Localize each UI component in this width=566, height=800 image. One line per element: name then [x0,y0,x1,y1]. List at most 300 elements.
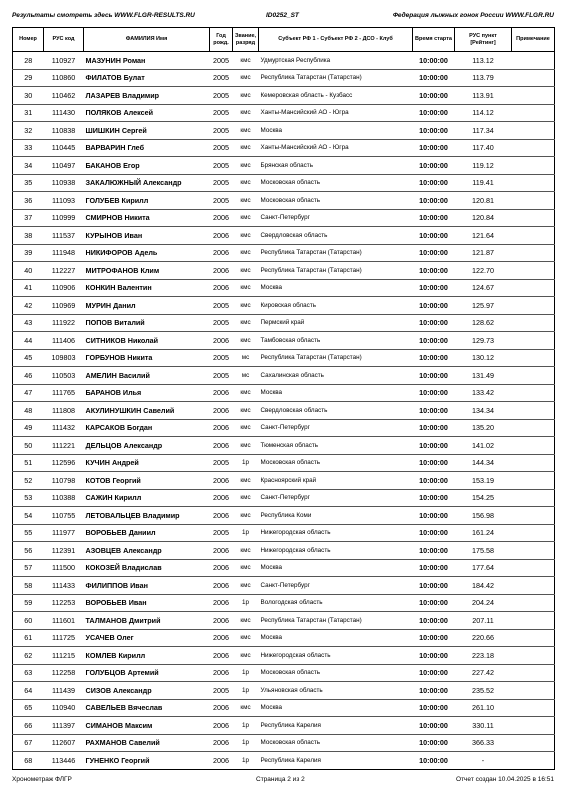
note-cell [512,524,555,542]
note-cell [512,664,555,682]
table-row [13,52,555,70]
rus-code-cell: 110860 [44,69,84,87]
region-cell: Москва [259,559,413,577]
results-site-link[interactable]: Результаты смотреть здесь WWW.FLGR-RESULTS.RU [12,12,195,19]
bib-number-cell: 32 [13,122,44,140]
region-cell: Свердловская область [259,227,413,245]
region-cell: Москва [259,699,413,717]
rank-cell: кмс [233,419,259,437]
rating-cell: 184.42 [455,577,512,595]
table-row [13,402,555,420]
bib-number-cell: 34 [13,157,44,175]
rank-cell: кмс [233,402,259,420]
table-row [13,419,555,437]
birth-year-cell: 2005 [210,524,233,542]
rus-code-cell: 110755 [44,507,84,525]
rank-cell: кмс [233,577,259,595]
birth-year-cell: 2006 [210,209,233,227]
bib-number-cell: 61 [13,629,44,647]
birth-year-cell: 2006 [210,612,233,630]
table-row [13,139,555,157]
rus-code-cell: 111093 [44,192,84,210]
bib-number-cell: 68 [13,752,44,770]
rank-cell: кмс [233,314,259,332]
rank-cell: кмс [233,542,259,560]
col-rus-code: РУС код [44,28,84,52]
athlete-name-cell: АЗОВЦЕВ Александр [84,542,210,560]
table-row [13,507,555,525]
start-time-cell: 10:00:00 [413,734,455,752]
rus-code-cell: 110503 [44,367,84,385]
rus-code-cell: 111397 [44,717,84,735]
athlete-name-cell: КОМЛЕВ Кирилл [84,647,210,665]
table-row [13,174,555,192]
athlete-name-cell: БАКАНОВ Егор [84,157,210,175]
birth-year-cell: 2006 [210,664,233,682]
birth-year-cell: 2006 [210,262,233,280]
athlete-name-cell: КАРСАКОВ Богдан [84,419,210,437]
table-row [13,157,555,175]
page-number: Страница 2 из 2 [256,776,305,783]
note-cell [512,542,555,560]
rus-code-cell: 111432 [44,419,84,437]
start-time-cell: 10:00:00 [413,664,455,682]
rank-cell: 1р [233,752,259,770]
start-time-cell: 10:00:00 [413,174,455,192]
region-cell: Республика Татарстан (Татарстан) [259,262,413,280]
start-time-cell: 10:00:00 [413,629,455,647]
rus-code-cell: 109803 [44,349,84,367]
rank-cell: кмс [233,174,259,192]
col-number: Номер [13,28,44,52]
bib-number-cell: 56 [13,542,44,560]
rus-code-cell: 112391 [44,542,84,560]
rating-cell: 141.02 [455,437,512,455]
rus-code-cell: 112258 [44,664,84,682]
athlete-name-cell: ВОРОБЬЕВ Иван [84,594,210,612]
note-cell [512,262,555,280]
table-row [13,69,555,87]
athlete-name-cell: ПОПОВ Виталий [84,314,210,332]
birth-year-cell: 2005 [210,87,233,105]
rank-cell: кмс [233,629,259,647]
note-cell [512,717,555,735]
rus-code-cell: 110938 [44,174,84,192]
rus-code-cell: 110497 [44,157,84,175]
rank-cell: кмс [233,262,259,280]
rus-code-cell: 112607 [44,734,84,752]
birth-year-cell: 2006 [210,594,233,612]
birth-year-cell: 2005 [210,682,233,700]
table-row [13,682,555,700]
start-time-cell: 10:00:00 [413,577,455,595]
note-cell [512,507,555,525]
rating-cell: 223.18 [455,647,512,665]
bib-number-cell: 62 [13,647,44,665]
rus-code-cell: 112227 [44,262,84,280]
athlete-name-cell: ДЕЛЬЦОВ Александр [84,437,210,455]
rating-cell: 117.40 [455,139,512,157]
rating-cell: 261.10 [455,699,512,717]
region-cell: Московская область [259,664,413,682]
rating-cell: 227.42 [455,664,512,682]
rank-cell: кмс [233,699,259,717]
athlete-name-cell: ГОЛУБЦОВ Артемий [84,664,210,682]
table-body [13,52,555,770]
bib-number-cell: 46 [13,367,44,385]
note-cell [512,209,555,227]
bib-number-cell: 44 [13,332,44,350]
note-cell [512,87,555,105]
region-cell: Тюменская область [259,437,413,455]
col-region: Субъект РФ 1 - Субъект РФ 2 - ДСО - Клуб [259,28,413,52]
table-row [13,192,555,210]
note-cell [512,174,555,192]
note-cell [512,122,555,140]
rus-code-cell: 110969 [44,297,84,315]
start-time-cell: 10:00:00 [413,752,455,770]
birth-year-cell: 2006 [210,279,233,297]
bib-number-cell: 53 [13,489,44,507]
note-cell [512,629,555,647]
col-rank: Звание, разряд [233,28,259,52]
rus-code-cell: 111215 [44,647,84,665]
start-time-cell: 10:00:00 [413,279,455,297]
region-cell: Санкт-Петербург [259,489,413,507]
table-row [13,367,555,385]
rus-code-cell: 111500 [44,559,84,577]
note-cell [512,577,555,595]
bib-number-cell: 50 [13,437,44,455]
start-list-table [12,27,555,770]
region-cell: Республика Карелия [259,752,413,770]
rus-code-cell: 111221 [44,437,84,455]
athlete-name-cell: ЗАКАЛЮЖНЫЙ Александр [84,174,210,192]
athlete-name-cell: ФИЛАТОВ Булат [84,69,210,87]
region-cell: Санкт-Петербург [259,577,413,595]
rus-code-cell: 111725 [44,629,84,647]
note-cell [512,647,555,665]
table-row [13,699,555,717]
region-cell: Кировская область [259,297,413,315]
bib-number-cell: 42 [13,297,44,315]
rating-cell: 120.84 [455,209,512,227]
athlete-name-cell: СИМАНОВ Максим [84,717,210,735]
athlete-name-cell: АМЕЛИН Василий [84,367,210,385]
rating-cell: 129.73 [455,332,512,350]
rank-cell: кмс [233,472,259,490]
rating-cell: 131.49 [455,367,512,385]
rating-cell: 235.52 [455,682,512,700]
birth-year-cell: 2006 [210,629,233,647]
note-cell [512,104,555,122]
rus-code-cell: 110906 [44,279,84,297]
birth-year-cell: 2006 [210,419,233,437]
note-cell [512,682,555,700]
start-time-cell: 10:00:00 [413,332,455,350]
note-cell [512,384,555,402]
note-cell [512,297,555,315]
rating-cell: 366.33 [455,734,512,752]
athlete-name-cell: МИТРОФАНОВ Клим [84,262,210,280]
rating-cell: 220.66 [455,629,512,647]
table-row [13,752,555,770]
rus-code-cell: 111537 [44,227,84,245]
rus-code-cell: 111765 [44,384,84,402]
start-time-cell: 10:00:00 [413,419,455,437]
rus-code-cell: 110798 [44,472,84,490]
bib-number-cell: 63 [13,664,44,682]
birth-year-cell: 2006 [210,489,233,507]
start-time-cell: 10:00:00 [413,489,455,507]
note-cell [512,699,555,717]
note-cell [512,559,555,577]
table-row [13,279,555,297]
note-cell [512,454,555,472]
table-row [13,349,555,367]
table-row [13,262,555,280]
start-time-cell: 10:00:00 [413,717,455,735]
athlete-name-cell: СМИРНОВ Никита [84,209,210,227]
athlete-name-cell: ВОРОБЬЕВ Даниил [84,524,210,542]
region-cell: Нижегородская область [259,647,413,665]
birth-year-cell: 2005 [210,297,233,315]
table-row [13,524,555,542]
start-time-cell: 10:00:00 [413,647,455,665]
rating-cell: 113.79 [455,69,512,87]
page-header [12,12,554,24]
note-cell [512,332,555,350]
bib-number-cell: 37 [13,209,44,227]
region-cell: Ханты-Мансийский АО - Югра [259,139,413,157]
rank-cell: кмс [233,559,259,577]
birth-year-cell: 2005 [210,122,233,140]
region-cell: Москва [259,384,413,402]
report-timestamp: Отчет создан 10.04.2025 в 16:51 [456,776,554,783]
table-row [13,629,555,647]
bib-number-cell: 57 [13,559,44,577]
start-time-cell: 10:00:00 [413,192,455,210]
birth-year-cell: 2005 [210,69,233,87]
start-time-cell: 10:00:00 [413,682,455,700]
start-time-cell: 10:00:00 [413,699,455,717]
rank-cell: кмс [233,209,259,227]
bib-number-cell: 59 [13,594,44,612]
bib-number-cell: 60 [13,612,44,630]
athlete-name-cell: РАХМАНОВ Савелий [84,734,210,752]
region-cell: Московская область [259,734,413,752]
start-time-cell: 10:00:00 [413,402,455,420]
athlete-name-cell: ВАРВАРИН Глеб [84,139,210,157]
birth-year-cell: 2006 [210,717,233,735]
note-cell [512,52,555,70]
table-row [13,577,555,595]
rating-cell: 133.42 [455,384,512,402]
rank-cell: кмс [233,507,259,525]
region-cell: Санкт-Петербург [259,419,413,437]
region-cell: Московская область [259,454,413,472]
rus-code-cell: 112253 [44,594,84,612]
table-row [13,594,555,612]
start-time-cell: 10:00:00 [413,367,455,385]
athlete-name-cell: МАЗУНИН Роман [84,52,210,70]
table-row [13,717,555,735]
rus-code-cell: 110927 [44,52,84,70]
rus-code-cell: 112596 [44,454,84,472]
rank-cell: кмс [233,489,259,507]
athlete-name-cell: ЛЕТОВАЛЬЦЕВ Владимир [84,507,210,525]
rank-cell: кмс [233,244,259,262]
rus-code-cell: 111406 [44,332,84,350]
table-row [13,454,555,472]
start-time-cell: 10:00:00 [413,122,455,140]
rating-cell: 144.34 [455,454,512,472]
table-row [13,437,555,455]
table-row [13,647,555,665]
start-time-cell: 10:00:00 [413,69,455,87]
athlete-name-cell: КОТОВ Георгий [84,472,210,490]
birth-year-cell: 2005 [210,139,233,157]
athlete-name-cell: ГУНЕНКО Георгий [84,752,210,770]
note-cell [512,734,555,752]
start-time-cell: 10:00:00 [413,437,455,455]
start-time-cell: 10:00:00 [413,297,455,315]
rus-code-cell: 111808 [44,402,84,420]
table-row [13,244,555,262]
region-cell: Вологодская область [259,594,413,612]
rank-cell: кмс [233,157,259,175]
rating-cell: 125.97 [455,297,512,315]
athlete-name-cell: ГОЛУБЕВ Кирилл [84,192,210,210]
birth-year-cell: 2006 [210,752,233,770]
athlete-name-cell: НИКИФОРОВ Адель [84,244,210,262]
athlete-name-cell: МУРИН Данил [84,297,210,315]
start-time-cell: 10:00:00 [413,104,455,122]
bib-number-cell: 66 [13,717,44,735]
birth-year-cell: 2006 [210,402,233,420]
rank-cell: мс [233,367,259,385]
rus-code-cell: 111433 [44,577,84,595]
rating-cell: 113.91 [455,87,512,105]
athlete-name-cell: БАРАНОВ Илья [84,384,210,402]
rating-cell: 330.11 [455,717,512,735]
table-row [13,104,555,122]
birth-year-cell: 2005 [210,192,233,210]
region-cell: Санкт-Петербург [259,209,413,227]
bib-number-cell: 35 [13,174,44,192]
rus-code-cell: 110838 [44,122,84,140]
note-cell [512,489,555,507]
note-cell [512,752,555,770]
start-time-cell: 10:00:00 [413,472,455,490]
rank-cell: кмс [233,87,259,105]
federation-site-link[interactable]: Федерация лыжных гонок России WWW.FLGR.RU [392,12,554,19]
rank-cell: кмс [233,437,259,455]
rank-cell: кмс [233,104,259,122]
start-time-cell: 10:00:00 [413,209,455,227]
rus-code-cell: 111977 [44,524,84,542]
bib-number-cell: 31 [13,104,44,122]
athlete-name-cell: ШИШКИН Сергей [84,122,210,140]
start-time-cell: 10:00:00 [413,244,455,262]
note-cell [512,367,555,385]
athlete-name-cell: ТАЛМАНОВ Дмитрий [84,612,210,630]
rank-cell: кмс [233,297,259,315]
start-time-cell: 10:00:00 [413,384,455,402]
note-cell [512,244,555,262]
start-time-cell: 10:00:00 [413,349,455,367]
region-cell: Свердловская область [259,402,413,420]
rank-cell: кмс [233,139,259,157]
start-time-cell: 10:00:00 [413,139,455,157]
rating-cell: 128.62 [455,314,512,332]
page-footer [12,776,554,786]
rating-cell: 153.19 [455,472,512,490]
table-row [13,122,555,140]
bib-number-cell: 58 [13,577,44,595]
start-time-cell: 10:00:00 [413,559,455,577]
athlete-name-cell: САЖИН Кирилл [84,489,210,507]
col-start-time: Время старта [413,28,455,52]
region-cell: Москва [259,122,413,140]
region-cell: Сахалинская область [259,367,413,385]
region-cell: Московская область [259,174,413,192]
table-row [13,297,555,315]
athlete-name-cell: САВЕЛЬЕВ Вячеслав [84,699,210,717]
birth-year-cell: 2006 [210,384,233,402]
bib-number-cell: 48 [13,402,44,420]
birth-year-cell: 2006 [210,699,233,717]
note-cell [512,612,555,630]
table-row [13,209,555,227]
start-time-cell: 10:00:00 [413,262,455,280]
birth-year-cell: 2006 [210,472,233,490]
birth-year-cell: 2005 [210,104,233,122]
birth-year-cell: 2006 [210,437,233,455]
bib-number-cell: 65 [13,699,44,717]
region-cell: Республика Татарстан (Татарстан) [259,69,413,87]
note-cell [512,192,555,210]
note-cell [512,227,555,245]
bib-number-cell: 29 [13,69,44,87]
bib-number-cell: 49 [13,419,44,437]
athlete-name-cell: АКУЛИНУШКИН Савелий [84,402,210,420]
birth-year-cell: 2006 [210,647,233,665]
bib-number-cell: 52 [13,472,44,490]
bib-number-cell: 43 [13,314,44,332]
table-row [13,612,555,630]
athlete-name-cell: ЛАЗАРЕВ Владимир [84,87,210,105]
region-cell: Республика Коми [259,507,413,525]
start-time-cell: 10:00:00 [413,87,455,105]
bib-number-cell: 47 [13,384,44,402]
rating-cell: 207.11 [455,612,512,630]
rating-cell: - [455,752,512,770]
race-id: ID0252_ST [266,12,299,19]
rus-code-cell: 110388 [44,489,84,507]
note-cell [512,402,555,420]
table-row [13,489,555,507]
rank-cell: кмс [233,279,259,297]
note-cell [512,157,555,175]
bib-number-cell: 33 [13,139,44,157]
rating-cell: 119.12 [455,157,512,175]
table-row [13,384,555,402]
rating-cell: 113.12 [455,52,512,70]
rank-cell: кмс [233,384,259,402]
region-cell: Республика Татарстан (Татарстан) [259,349,413,367]
birth-year-cell: 2006 [210,227,233,245]
